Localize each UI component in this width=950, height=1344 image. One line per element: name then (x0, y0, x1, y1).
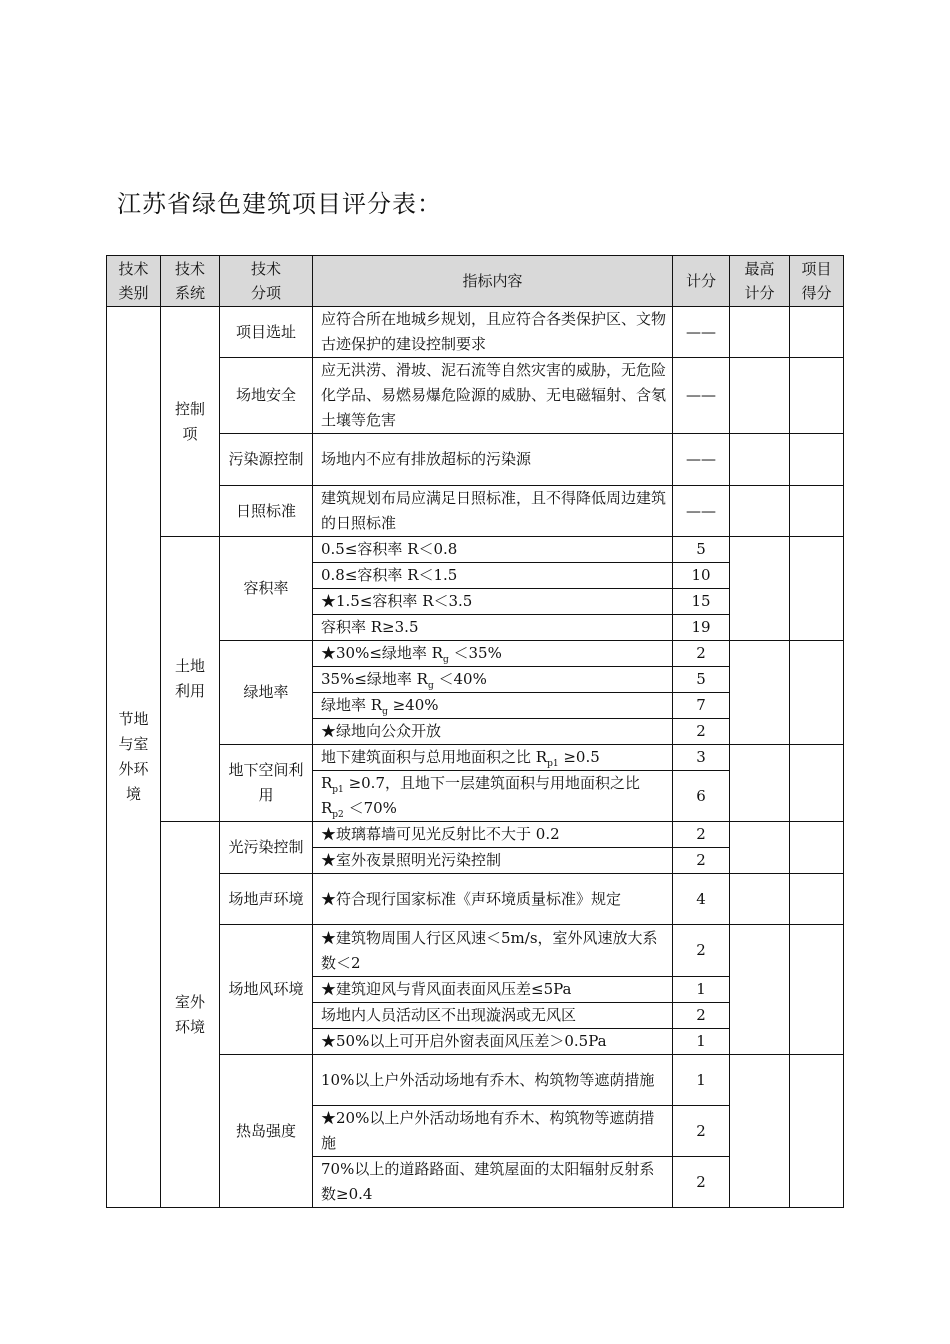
header-tech-system: 技术 系统 (161, 256, 220, 307)
header-tech-subitem: 技术 分项 (220, 256, 313, 307)
project-score-cell (790, 1055, 844, 1208)
project-score-cell (790, 358, 844, 434)
table-header-row (107, 256, 844, 307)
score-cell: 5 (673, 667, 730, 693)
max-score-cell (730, 537, 790, 641)
score-cell: 2 (673, 925, 730, 977)
subitem-light-pollution: 光污染控制 (220, 822, 313, 874)
score-cell: 2 (673, 1003, 730, 1029)
subitem-floor-area-ratio: 容积率 (220, 537, 313, 641)
subitem-heat-island: 热岛强度 (220, 1055, 313, 1208)
indicator-text: ★室外夜景照明光污染控制 (313, 848, 673, 874)
indicator-text: 应符合所在地城乡规划，且应符合各类保护区、文物古迹保护的建设控制要求 (313, 307, 673, 358)
indicator-text: 10%以上户外活动场地有乔木、构筑物等遮荫措施 (313, 1055, 673, 1106)
subitem-pollution-source: 污染源控制 (220, 434, 313, 486)
header-score: 计分 (673, 256, 730, 307)
indicator-text: ★绿地向公众开放 (313, 719, 673, 745)
score-cell: —— (673, 486, 730, 537)
subitem-site-selection: 项目选址 (220, 307, 313, 358)
indicator-text: ★符合现行国家标准《声环境质量标准》规定 (313, 874, 673, 925)
system-control-cell: 控制项 (161, 307, 220, 537)
indicator-text: ★20%以上户外活动场地有乔木、构筑物等遮荫措施 (313, 1106, 673, 1157)
subitem-site-safety: 场地安全 (220, 358, 313, 434)
score-cell: 6 (673, 771, 730, 822)
score-cell: 19 (673, 615, 730, 641)
score-cell: 4 (673, 874, 730, 925)
header-project-score: 项目 得分 (790, 256, 844, 307)
indicator-text: 场地内不应有排放超标的污染源 (313, 434, 673, 486)
header-max-score: 最高 计分 (730, 256, 790, 307)
max-score-cell (730, 434, 790, 486)
score-cell: 10 (673, 563, 730, 589)
subitem-acoustic-env: 场地声环境 (220, 874, 313, 925)
max-score-cell (730, 486, 790, 537)
max-score-cell (730, 745, 790, 822)
project-score-cell (790, 537, 844, 641)
project-score-cell (790, 307, 844, 358)
max-score-cell (730, 822, 790, 874)
max-score-cell (730, 358, 790, 434)
indicator-text: ★建筑迎风与背风面表面风压差≤5Pa (313, 977, 673, 1003)
max-score-cell (730, 925, 790, 1055)
score-cell: 2 (673, 848, 730, 874)
indicator-text: 70%以上的道路路面、建筑屋面的太阳辐射反射系数≥0.4 (313, 1157, 673, 1208)
max-score-cell (730, 307, 790, 358)
project-score-cell (790, 822, 844, 874)
page-title: 江苏省绿色建筑项目评分表： (117, 190, 442, 218)
project-score-cell (790, 486, 844, 537)
score-cell: —— (673, 358, 730, 434)
indicator-text: ★1.5≤容积率 R＜3.5 (313, 589, 673, 615)
subitem-green-ratio: 绿地率 (220, 641, 313, 745)
indicator-text: ★50%以上可开启外窗表面风压差＞0.5Pa (313, 1029, 673, 1055)
score-cell: 15 (673, 589, 730, 615)
indicator-text: 应无洪涝、滑坡、泥石流等自然灾害的威胁，无危险化学品、易燃易爆危险源的威胁、无电磁辐射、含氡土壤等危害 (313, 358, 673, 434)
score-cell: 5 (673, 537, 730, 563)
score-table (106, 255, 844, 1208)
indicator-text: ★30%≤绿地率 $R_g <35\%$ (313, 641, 673, 667)
indicator-text: 建筑规划布局应满足日照标准，且不得降低周边建筑的日照标准 (313, 486, 673, 537)
score-cell: 2 (673, 1157, 730, 1208)
table-row (107, 537, 844, 563)
indicator-text: 容积率 R≥3.5 (313, 615, 673, 641)
system-outdoor-env-cell: 室外环境 (161, 822, 220, 1208)
subitem-wind-env: 场地风环境 (220, 925, 313, 1055)
indicator-text: 0.5≤容积率 R＜0.8 (313, 537, 673, 563)
score-cell: 1 (673, 1029, 730, 1055)
project-score-cell (790, 434, 844, 486)
project-score-cell (790, 874, 844, 925)
indicator-text: ★建筑物周围人行区风速＜5m/s，室外风速放大系数＜2 (313, 925, 673, 977)
project-score-cell (790, 745, 844, 822)
indicator-text: 绿地率 $R_g \ge 40\%$ (313, 693, 673, 719)
max-score-cell (730, 874, 790, 925)
score-cell: 2 (673, 719, 730, 745)
score-cell: 7 (673, 693, 730, 719)
indicator-text: $R_{p1} \ge 0.7$，且地下一层建筑面积与用地面积之比 $R_{p2} <70\%$ (313, 771, 673, 822)
indicator-text: 地下建筑面积与总用地面积之比 $R_{p1} \ge 0.5$ (313, 745, 673, 771)
indicator-text: ★玻璃幕墙可见光反射比不大于 0.2 (313, 822, 673, 848)
project-score-cell (790, 925, 844, 1055)
max-score-cell (730, 641, 790, 745)
header-indicator-content: 指标内容 (313, 256, 673, 307)
category-cell: 节地与室外环境 (107, 307, 161, 1208)
score-cell: 2 (673, 1106, 730, 1157)
score-cell: 1 (673, 977, 730, 1003)
table-row (107, 307, 844, 358)
system-land-use-cell: 土地利用 (161, 537, 220, 822)
score-cell: —— (673, 434, 730, 486)
score-cell: 2 (673, 822, 730, 848)
indicator-text: 35%≤绿地率 $R_g <40\%$ (313, 667, 673, 693)
score-cell: 3 (673, 745, 730, 771)
indicator-text: 场地内人员活动区不出现漩涡或无风区 (313, 1003, 673, 1029)
subitem-sunlight: 日照标准 (220, 486, 313, 537)
subitem-underground-space: 地下空间利用 (220, 745, 313, 822)
score-cell: —— (673, 307, 730, 358)
project-score-cell (790, 641, 844, 745)
max-score-cell (730, 1055, 790, 1208)
header-tech-category: 技术 类别 (107, 256, 161, 307)
indicator-text: 0.8≤容积率 R＜1.5 (313, 563, 673, 589)
score-cell: 1 (673, 1055, 730, 1106)
score-cell: 2 (673, 641, 730, 667)
table-row (107, 822, 844, 848)
